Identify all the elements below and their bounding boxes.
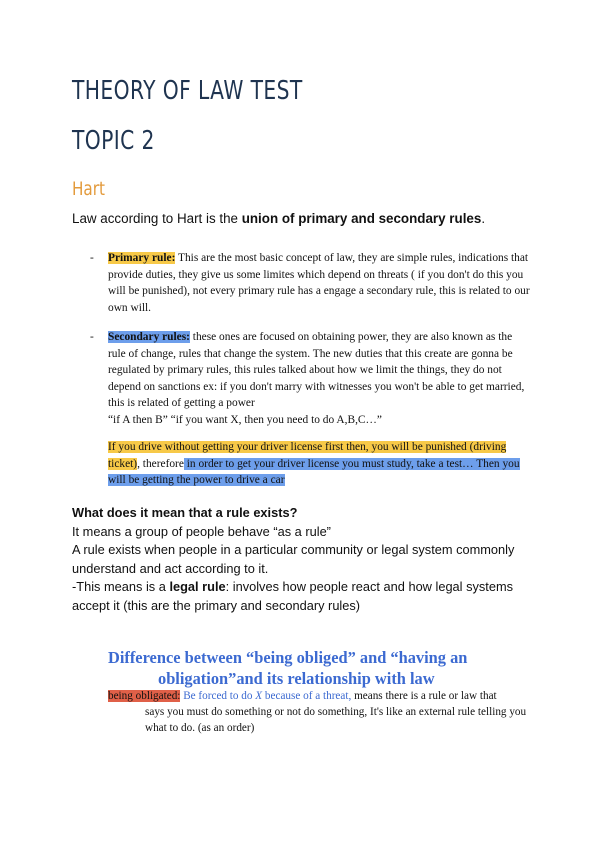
- intro-paragraph: [72, 210, 542, 228]
- legal-rule-post: : involves how people react and how legal systems accept it (this are the primary and secondary rules): [72, 579, 513, 613]
- bullet-secondary-rules: [90, 329, 530, 428]
- secondary-rules-label: Secondary rules:: [108, 331, 190, 343]
- bullet-primary-rule: [90, 250, 530, 316]
- secondary-rules-text: these ones are focused on obtaining power, they are also known as the rule of change, rules that change the system. The new duties that this create are gonna be regulated by primary rules, this rules talked about how we limit the things, they do not depend on sanctions ex: if you don't marry with witnesses you won't be able to get married, this is related of getting a power: [108, 331, 525, 409]
- primary-rule-label: Primary rule:: [108, 252, 176, 264]
- legal-rule-bold: legal rule: [169, 579, 226, 594]
- rule-exists-question: What does it mean that a rule exists?: [72, 505, 298, 520]
- definition-rest: says you must do something or not do something, It's like an external rule telling you what to do. (as an order): [145, 706, 527, 734]
- rule-exists-answer-2: A rule exists when people in a particular community or legal system commonly understand and act according to it.: [72, 542, 515, 576]
- power-highlight: in order to get your driver license you must study, take a test… Then you will be getting the power to drive a car: [108, 457, 520, 486]
- intro-text: Law according to Hart is the: [72, 211, 242, 226]
- rule-exists-section: [72, 504, 542, 615]
- definition-blue-italic: X: [255, 690, 263, 702]
- legal-rule-paragraph: [72, 578, 542, 615]
- intro-end: .: [481, 211, 486, 226]
- being-obligated-label: being obligated:: [108, 690, 181, 702]
- bullet-dash: -: [90, 252, 94, 264]
- being-obligated-definition: [108, 688, 538, 736]
- intro-bold: union of primary and secondary rules: [241, 211, 482, 226]
- bullet-dash: -: [90, 331, 94, 343]
- definition-blue-pre: Be forced to do: [180, 690, 256, 702]
- subheading-line-2: obligation”and its relationship with law: [158, 669, 435, 688]
- document-title: THEORY OF LAW TEST: [72, 76, 303, 106]
- document-topic: TOPIC 2: [72, 126, 155, 156]
- legal-rule-pre: -This means is a: [72, 579, 170, 594]
- therefore-text: , therefore: [137, 457, 184, 470]
- rule-exists-answer-1: It means a group of people behave “as a rule”: [72, 523, 331, 539]
- punishment-highlight: If you drive without getting your driver license first then, you will be punished (driving ticket): [108, 441, 507, 470]
- secondary-rules-example: “if A then B” “if you want X, then you need to do A,B,C…”: [108, 413, 382, 426]
- definition-text: means there is a rule or law that: [351, 690, 497, 702]
- obliged-vs-obligation-heading: [108, 647, 548, 689]
- subheading-line-1: Difference between “being obliged” and “having an: [108, 648, 468, 667]
- driver-license-example: [108, 439, 538, 489]
- section-heading-hart: Hart: [72, 178, 105, 200]
- definition-blue-post: because of a threat,: [262, 690, 352, 702]
- primary-rule-text: This are the most basic concept of law, they are simple rules, indications that provide duties, they give us some limites which depend on threats ( if you don't do this you will be punished), not every primary rule has a engage a secondary rule, this is related to our own will.: [108, 252, 530, 314]
